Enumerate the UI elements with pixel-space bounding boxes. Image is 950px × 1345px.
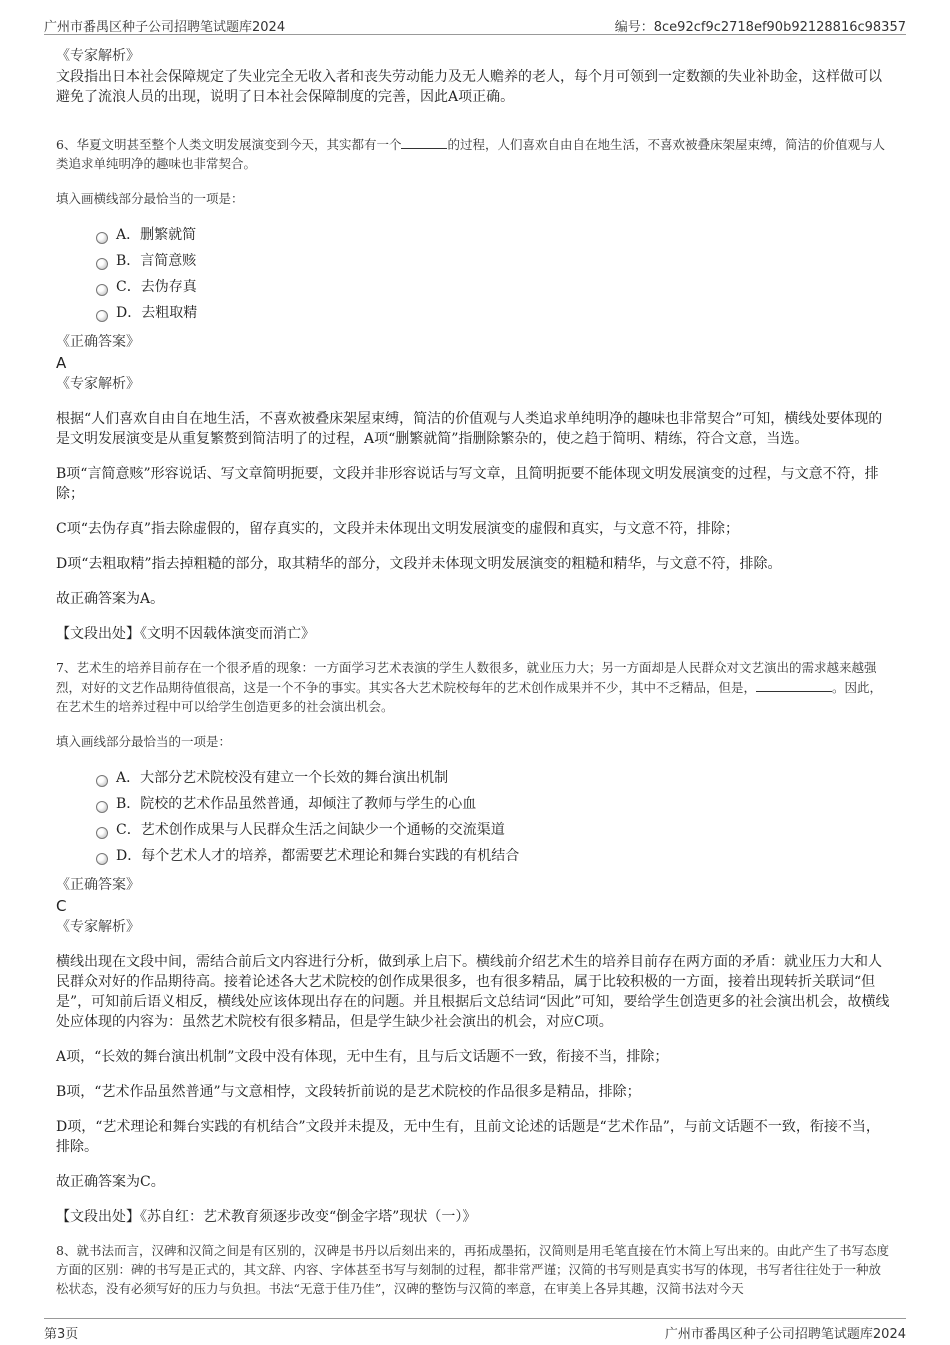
q7-options — [96, 765, 892, 869]
q6-analysis-label: 《专家解析》 — [56, 376, 140, 392]
q6-conclusion: 故正确答案为A。 — [56, 591, 165, 607]
q7-analysis-p2: A项，“长效的舞台演出机制”文段中没有体现，无中生有，且与后文话题不一致，衔接不当，排除； — [56, 1049, 669, 1065]
q7-stem-part2: 。因此，在艺术生的培养过程中可以给学生创造更多的社会演出机会。 — [56, 680, 883, 714]
q7-prompt: 填入画线部分最恰当的一项是： — [56, 734, 232, 749]
q7-option-b-label: B．院校的艺术作品虽然普通，却倾注了教师与学生的心血 — [116, 796, 477, 812]
q6-analysis-p1: 根据“人们喜欢自由自在地生活，不喜欢被叠床架屋束缚，简洁的价值观与人类追求单纯明净的趣味也非常契合”可知，横线处要体现的是文明发展演变是从重复繁赘到简洁明了的过程，A项“删繁就简”指删除繁杂的，使之趋于简明、精练，符合文意，当选。 — [56, 411, 883, 447]
q7-answer-label: 《正确答案》 — [56, 877, 140, 893]
q7-analysis-p4: D项，“艺术理论和舞台实践的有机结合”文段并未提及，无中生有，且前文论述的话题是“艺术作品”，与前文话题不一致，衔接不当，排除。 — [56, 1119, 880, 1155]
q7-option-c[interactable] — [96, 817, 892, 843]
q6-option-d-label: D．去粗取精 — [116, 305, 198, 321]
q6-option-d[interactable] — [96, 300, 892, 326]
radio-icon[interactable] — [96, 827, 108, 839]
q7-option-d-label: D．每个艺术人才的培养，都需要艺术理论和舞台实践的有机结合 — [116, 848, 520, 864]
q7-source: 【文段出处】《苏自红：艺术教育须逐步改变“倒金字塔”现状（一）》 — [56, 1209, 477, 1225]
page-footer — [44, 1318, 906, 1342]
q6-option-a[interactable] — [96, 222, 892, 248]
q7-option-a[interactable] — [96, 765, 892, 791]
q7-option-d[interactable] — [96, 843, 892, 869]
q5-analysis: 文段指出日本社会保障规定了失业完全无收入者和丧失劳动能力及无人赡养的老人，每个月可领到一定数额的失业补助金，这样做可以避免了流浪人员的出现，说明了日本社会保障制度的完善，因此A项正确。 — [56, 69, 882, 105]
q6-blank — [401, 134, 447, 149]
q7-option-c-label: C．艺术创作成果与人民群众生活之间缺少一个通畅的交流渠道 — [116, 822, 505, 838]
q7-analysis-label: 《专家解析》 — [56, 919, 140, 935]
q6-source: 【文段出处】《文明不因载体演变而消亡》 — [56, 626, 315, 642]
radio-icon[interactable] — [96, 284, 108, 296]
radio-icon[interactable] — [96, 310, 108, 322]
q6-answer: A — [56, 354, 67, 372]
q6-option-b[interactable] — [96, 248, 892, 274]
q6-stem-part1: 6、华夏文明甚至整个人类文明发展演变到今天，其实都有一个 — [56, 137, 402, 152]
radio-icon[interactable] — [96, 232, 108, 244]
q5-analysis-label: 《专家解析》 — [56, 48, 140, 64]
q7-blank — [756, 677, 832, 692]
q7-option-a-label: A．大部分艺术院校没有建立一个长效的舞台演出机制 — [116, 770, 449, 786]
q6-stem-part2: 的过程，人们喜欢自由自在地生活，不喜欢被叠床架屋束缚，简洁的价值观与人类追求单纯明净的趣味也非常契合。 — [56, 137, 885, 171]
footer-title: 广州市番禺区种子公司招聘笔试题库2024 — [664, 1327, 906, 1342]
q6-prompt: 填入画横线部分最恰当的一项是： — [56, 191, 244, 206]
q7-analysis-p3: B项，“艺术作品虽然普通”与文意相悖，文段转折前说的是艺术院校的作品很多是精品，排除； — [56, 1084, 641, 1100]
page-number: 第3页 — [44, 1327, 79, 1342]
q6-analysis-p3: C项“去伪存真”指去除虚假的，留存真实的，文段并未体现出文明发展演变的虚假和真实，与文意不符，排除； — [56, 521, 740, 537]
page-header — [44, 14, 906, 35]
document-body — [56, 46, 892, 1298]
radio-icon[interactable] — [96, 258, 108, 270]
radio-icon[interactable] — [96, 853, 108, 865]
header-doc-id: 编号：8ce92cf9c2718ef90b92128816c98357 — [614, 20, 906, 35]
q7-analysis-p1: 横线出现在文段中间，需结合前后文内容进行分析，做到承上启下。横线前介绍艺术生的培养目前存在两方面的矛盾：就业压力大和人民群众对好的作品期待高。接着论述各大艺术院校的创作成果很多，也有很多精品，属于比较积极的一方面，接着出现转折关联词“但是”，可知前后语义相反，横线处应该体现出存在的问题。并且根据后文总结词“因此”可知，要给学生创造更多的社会演出机会，故横线处应体现的内容为：虽然艺术院校有很多精品，但是学生缺少社会演出的机会，对应C项。 — [56, 954, 890, 1030]
header-title: 广州市番禺区种子公司招聘笔试题库2024 — [44, 20, 286, 35]
q6-options — [96, 222, 892, 326]
q8-stem: 8、就书法而言，汉碑和汉简之间是有区别的，汉碑是书丹以后刻出来的，再拓成墨拓，汉简则是用毛笔直接在竹木简上写出来的。由此产生了书写态度方面的区别：碑的书写是正式的，其文辞、内容、字体甚至书写与刻制的过程，都非常严谨；汉简的书写则是真实书写的体现，书写者往往处于一种放松状态，没有必须写好的压力与负担。书法“无意于佳乃佳”，汉碑的整饬与汉简的率意，在审美上各异其趣，汉简书法对今天 — [56, 1243, 889, 1296]
q7-stem-part1: 7、艺术生的培养目前存在一个很矛盾的现象：一方面学习艺术表演的学生人数很多，就业压力大；另一方面却是人民群众对文艺演出的需求越来越强烈，对好的文艺作品期待值很高，这是一个不争的事实。其实各大艺术院校每年的艺术创作成果并不少，其中不乏精品，但是， — [56, 660, 877, 695]
q6-option-c[interactable] — [96, 274, 892, 300]
q6-option-c-label: C．去伪存真 — [116, 279, 197, 295]
q7-option-b[interactable] — [96, 791, 892, 817]
q6-stem — [56, 134, 892, 173]
q7-answer: C — [56, 897, 67, 915]
q6-option-b-label: B．言简意赅 — [116, 253, 197, 269]
radio-icon[interactable] — [96, 775, 108, 787]
q6-analysis-p2: B项“言简意赅”形容说话、写文章简明扼要，文段并非形容说话与写文章，且简明扼要不能体现文明发展演变的过程，与文意不符，排除； — [56, 466, 879, 502]
q6-answer-label: 《正确答案》 — [56, 334, 140, 350]
q7-stem — [56, 658, 892, 716]
q7-conclusion: 故正确答案为C。 — [56, 1174, 165, 1190]
q6-analysis-p4: D项“去粗取精”指去掉粗糙的部分，取其精华的部分，文段并未体现文明发展演变的粗糙和精华，与文意不符，排除。 — [56, 556, 782, 572]
radio-icon[interactable] — [96, 801, 108, 813]
q6-option-a-label: A．删繁就简 — [116, 227, 197, 243]
